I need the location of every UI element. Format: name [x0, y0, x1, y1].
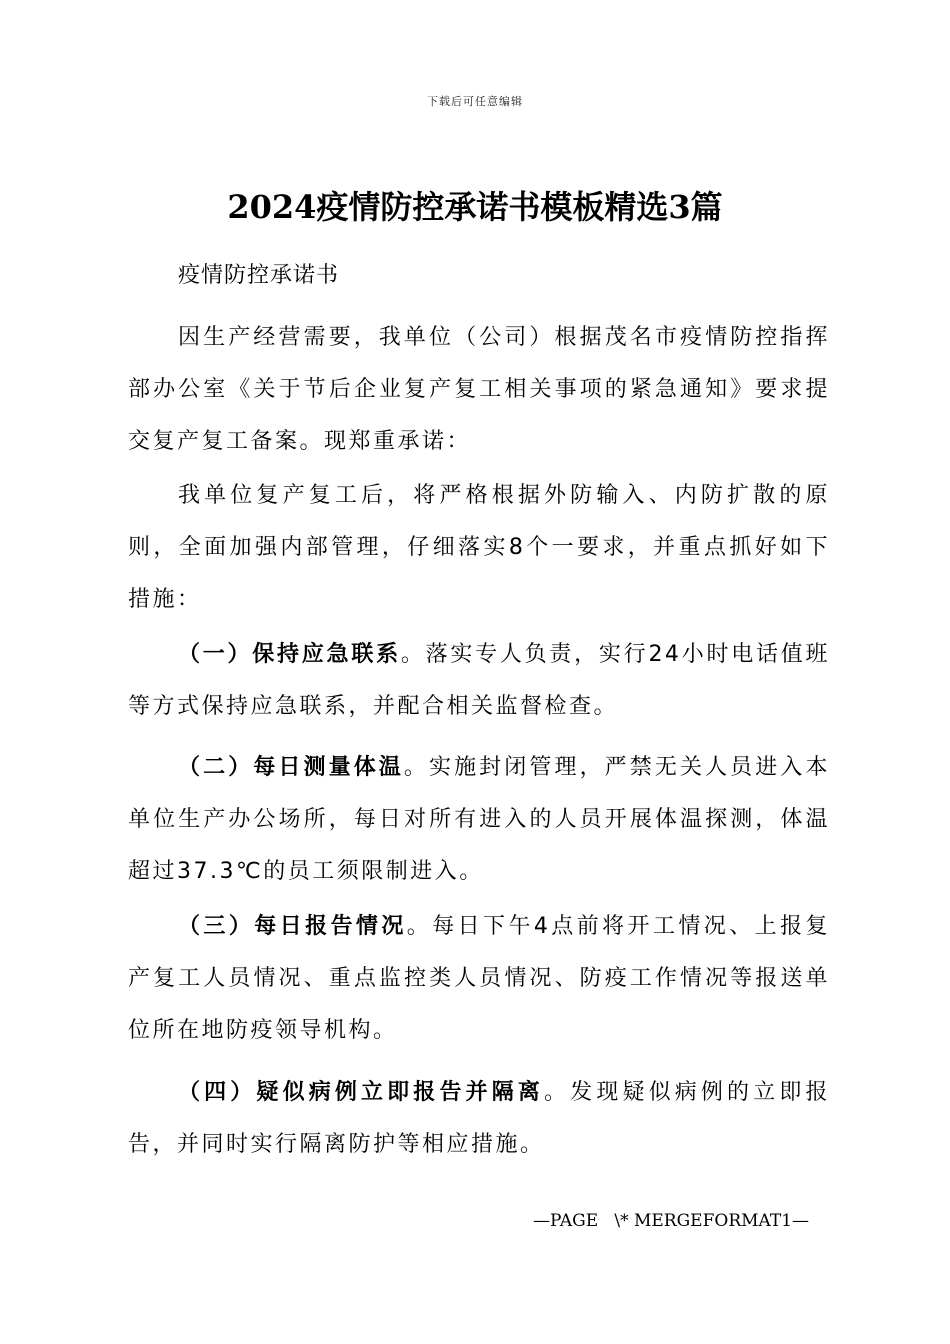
document-subtitle: 疫情防控承诺书 [178, 263, 340, 288]
measure-4-heading: （四）疑似病例立即报告并隔离 [178, 1079, 545, 1105]
paragraph-measure-3 [128, 900, 830, 1057]
measure-2-heading: （二）每日测量体温 [178, 754, 404, 780]
paragraph-measure-1 [128, 628, 830, 733]
measure-4-text: 。发现疑似病例的立即报告，并同时实行隔离防护等相应措施。 [128, 1080, 830, 1157]
paragraph-measure-4 [128, 1066, 830, 1171]
paragraph-intro: 因生产经营需要，我单位（公司）根据茂名市疫情防控指挥部办公室《关于节后企业复产复工相关事项的紧急通知》要求提交复产复工备案。现郑重承诺： [128, 325, 830, 454]
document-title: 2024疫情防控承诺书模板精选3篇 [227, 188, 723, 226]
header-note: 下载后可任意编辑 [427, 95, 523, 108]
measure-2-text: 。实施封闭管理，严禁无关人员进入本单位生产办公场所，每日对所有进入的人员开展体温探测，体温超过37.3℃的员工须限制进入。 [128, 755, 830, 884]
measure-1-text: 。落实专人负责，实行24小时电话值班等方式保持应急联系，并配合相关监督检查。 [128, 642, 830, 719]
paragraph-commitment: 我单位复产复工后，将严格根据外防输入、内防扩散的原则，全面加强内部管理，仔细落实8个一要求，并重点抓好如下措施： [128, 483, 830, 612]
measure-3-heading: （三）每日报告情况 [178, 913, 407, 939]
measure-1-heading: （一）保持应急联系 [178, 641, 401, 667]
paragraph-measure-2 [128, 741, 830, 898]
page-footer: —PAGE \* MERGEFORMAT1— [533, 1211, 810, 1231]
measure-3-text: 。每日下午4点前将开工情况、上报复产复工人员情况、重点监控类人员情况、防疫工作情况等报送单位所在地防疫领导机构。 [128, 914, 830, 1043]
